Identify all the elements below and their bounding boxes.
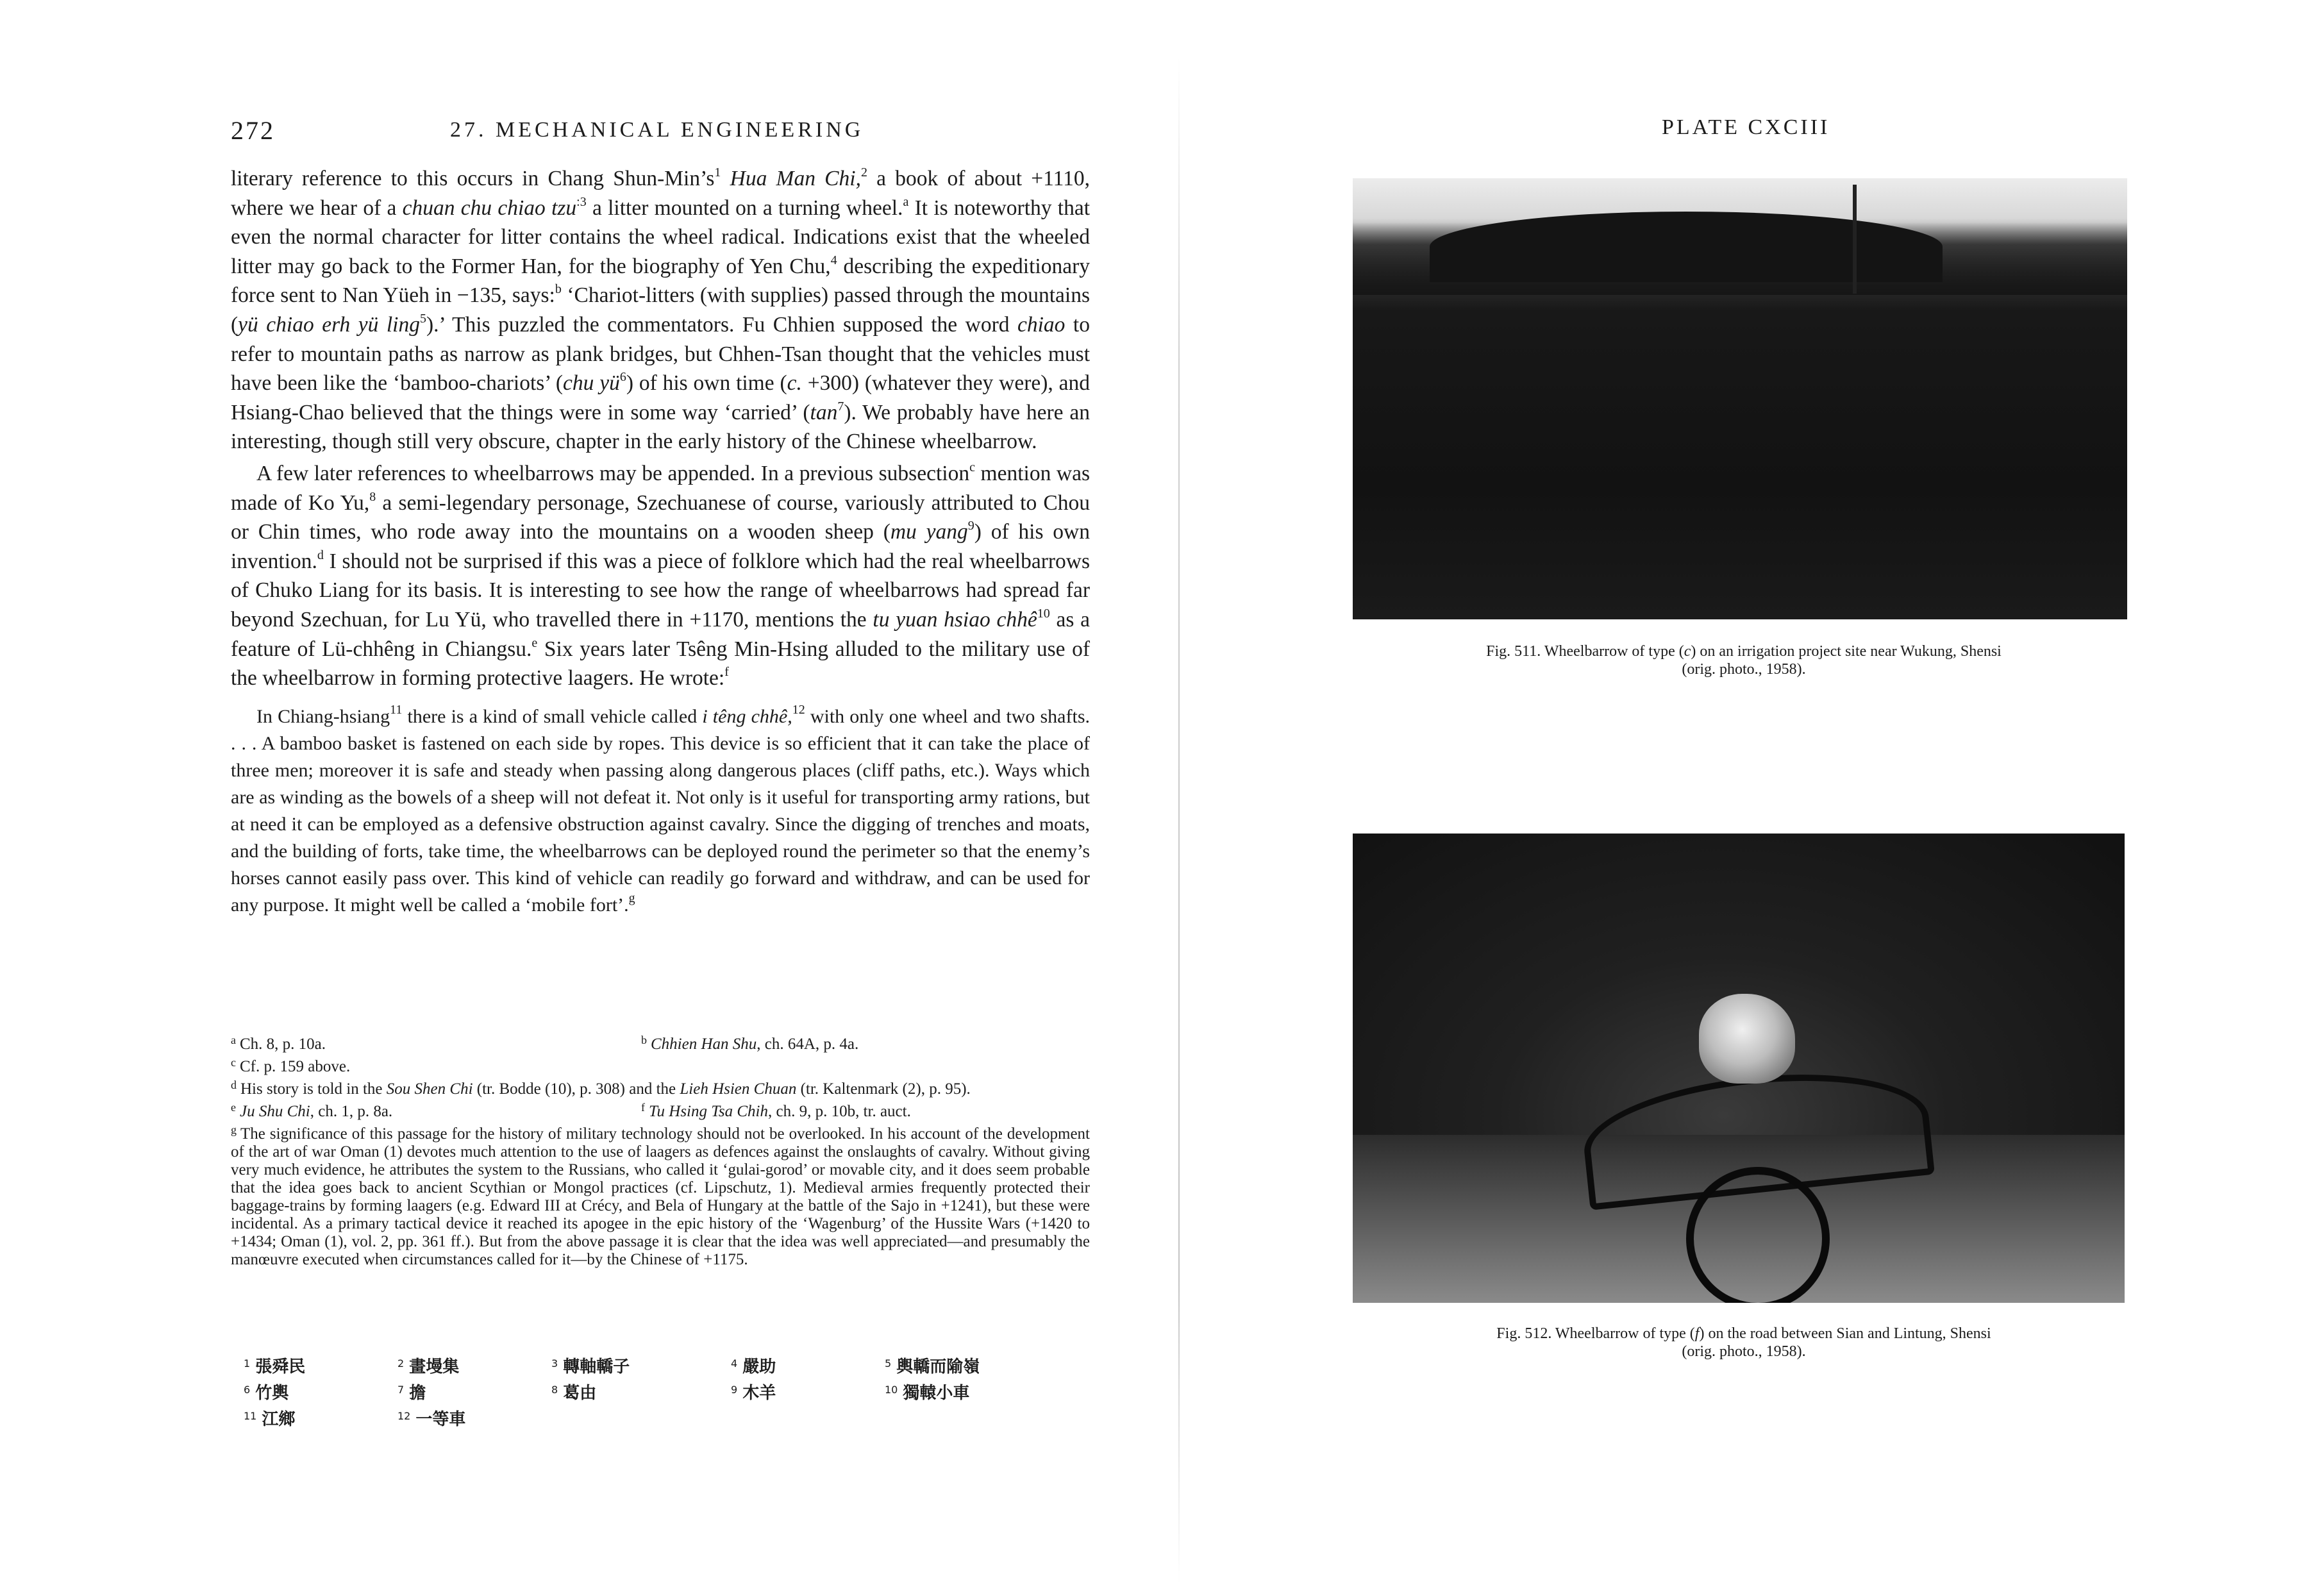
glossary-entry: $^7$ 擔 xyxy=(397,1384,426,1403)
glossary-entry: $^2$ 畫墁集 xyxy=(397,1357,460,1377)
glossary-entry: $^8$ 葛由 xyxy=(551,1384,597,1403)
glossary-entry: $^{10}$ 獨轅小車 xyxy=(885,1384,970,1403)
plate-heading: PLATE CXCIII xyxy=(1662,115,1830,139)
footnote-e: $^e$ Ju Shu Chi, ch. 1, p. 8a. xyxy=(231,1101,393,1120)
footnote-g: $^g$ The significance of this passage for the history of military technology should not be overlooked. In his account of the development of the art of war Oman (1) devotes much attention to the use of laagers as defences against the onslaughts of cavalry. Without giving very much evidence, he attributes the system to the Russians, who called it ‘gulai-gorod’ or movable city, and it does seem probable that the idea goes back to ancient Scythian or Mongol practices (cf. Lipschutz, 1). Medieval armies frequently protected their baggage-trains by forming laagers (e.g. Edward III at Crécy, and Bela of Hungary at the battle of the Sajo in +1241), but these were incidental. As a primary tactical device it reached its apogee in the epic history of the ‘Wagenburg’ of the Hussite Wars (+1420 to +1434; Oman (1), vol. 2, pp. 361 ff.). But from the above passage it is clear that the idea was well appreciated—and presumably the manœuvre executed when circumstances called for it—by the Chinese of +1175. xyxy=(231,1123,1090,1268)
photo-wheel xyxy=(1686,1167,1830,1303)
footnote-row-ef xyxy=(231,1098,1090,1121)
footnotes xyxy=(231,1031,1090,1269)
photo-mast xyxy=(1853,185,1857,294)
photo-hill xyxy=(1430,212,1943,282)
photo-load xyxy=(1699,994,1795,1084)
paragraph-1: literary reference to this occurs in Chang Shun-$Min’s^1$ Hua Man Chi,$^2$ a book of about +1110, where we hear of a chuan chu chiao tzu$^{:3}$ a litter mounted on a turning wheel.$^a$ It is noteworthy that even the normal character for litter contains the wheel radical. Indications exist that the wheeled litter may go back to the Former Han, for the biography of Yen Chu,$^4$ describing the expeditionary force sent to Nan Yüeh in −135, says:$^b$ ‘Chariot-litters (with supplies) passed through the mountains (yü chiao erh yü ling$^5$).’ This puzzled the commentators. Fu Chhien supposed the word chiao to refer to mountain paths as narrow as plank bridges, but Chhen-Tsan thought that the vehicles must have been like the ‘bamboo-chariots’ (chu $yü^6$) of his own time (c. +300) (whatever they were), and Hsiang-Chao believed that the things were in some way ‘carried’ $(\tan^7)$. We probably have here an interesting, though still very obscure, chapter in the early history of the Chinese wheelbarrow. xyxy=(231,165,1091,454)
page-number: 272 xyxy=(231,116,275,145)
caption-fig-511: Fig. 511. Wheelbarrow of type (c) on an irrigation project site near Wukung, Shensi (orig. photo., 1958). xyxy=(1486,643,2002,678)
wheelbarrow-photo-fig-512 xyxy=(1353,834,2125,1303)
wheelbarrow-photo-fig-511 xyxy=(1353,178,2127,619)
footnote-b: $^b$ Chhien Han Shu, ch. 64A, p. 4a. xyxy=(641,1034,859,1053)
glossary-entry: $^{11}$ 江鄉 xyxy=(244,1410,296,1429)
glossary-entry: $^5$ 輿轎而隃嶺 xyxy=(885,1357,980,1377)
quotation: In Chiang-hsiang$^{11}$ there is a kind of small vehicle called i têng chhê,$^{12}$ with only one wheel and two shafts. . . . A bamboo basket is fastened on each side by ropes. This device is so efficient that it can take the place of three men; moreover it is safe and steady when passing along dangerous places (cliff paths, etc.). Ways which are as winding as the bowels of a sheep will not defeat it. Not only is it useful for transporting army rations, but at need it can be employed as a defensive obstruction against cavalry. Since the digging of trenches and moats, and the building of forts, take time, the wheelbarrows can be deployed round the perimeter so that the enemy’s horses cannot easily pass over. This kind of vehicle can readily go forward and withdraw, and can be used for any purpose. It might well be called a ‘mobile fort’.$^g$ xyxy=(231,702,1090,916)
caption-fig-512: Fig. 512. Wheelbarrow of type (f) on the road between Sian and Lintung, Shensi (orig. photo., 1958). xyxy=(1496,1325,1991,1360)
footnote-a: $^a$ Ch. 8, p. 10a. xyxy=(231,1034,326,1053)
glossary-entry: $^6$ 竹輿 xyxy=(244,1384,289,1403)
running-head xyxy=(231,115,1090,154)
footnote-f: $^f$ Tu Hsing Tsa Chih, ch. 9, p. 10b, tr. auct. xyxy=(641,1101,911,1120)
glossary-entry: $^9$ 木羊 xyxy=(731,1384,776,1403)
glossary-entry: $^1$ 張舜民 xyxy=(244,1357,306,1377)
footnote-c: $^c$ Cf. p. 159 above. xyxy=(231,1056,351,1075)
character-glossary xyxy=(244,1353,1039,1430)
body-text xyxy=(231,164,1090,919)
footnote-row-ab xyxy=(231,1031,1090,1053)
paragraph-2: A few later references to wheelbarrows may be appended. In a previous subsection$^c$ mention was made of Ko Yu,$^8$ a semi-legendary personage, Szechuanese of course, variously attributed to Chou or Chin times, who rode away into the mountains on a wooden sheep (mu yang$^9$) of his own invention.$^d$ I should not be surprised if this was a piece of folklore which had the real wheelbarrows of Chuko Liang for its basis. It is interesting to see how the range of wheelbarrows had spread far beyond Szechuan, for Lu Yü, who travelled there in +1170, mentions the tu yuan hsiao chhê$^{10}$ as a feature of Lü-chhêng in Chiangsu.$^e$ Six years later Tsêng Min-Hsing alluded to the military use of the wheelbarrow in forming protective laagers. He wrote:$^f$ xyxy=(231,460,1090,691)
glossary-entry: $^4$ 嚴助 xyxy=(731,1357,776,1377)
glossary-entry: $^{12}$ 一等車 xyxy=(397,1410,466,1429)
glossary-entry: $^3$ 轉軸轎子 xyxy=(551,1357,630,1377)
chapter-title: 27. MECHANICAL ENGINEERING xyxy=(450,118,864,142)
footnote-d: $^d$ His story is told in the Sou Shen Chi (tr. Bodde (10), p. 308) and the Lieh Hsien Chuan (tr. Kaltenmark (2), p. 95). xyxy=(231,1078,971,1098)
